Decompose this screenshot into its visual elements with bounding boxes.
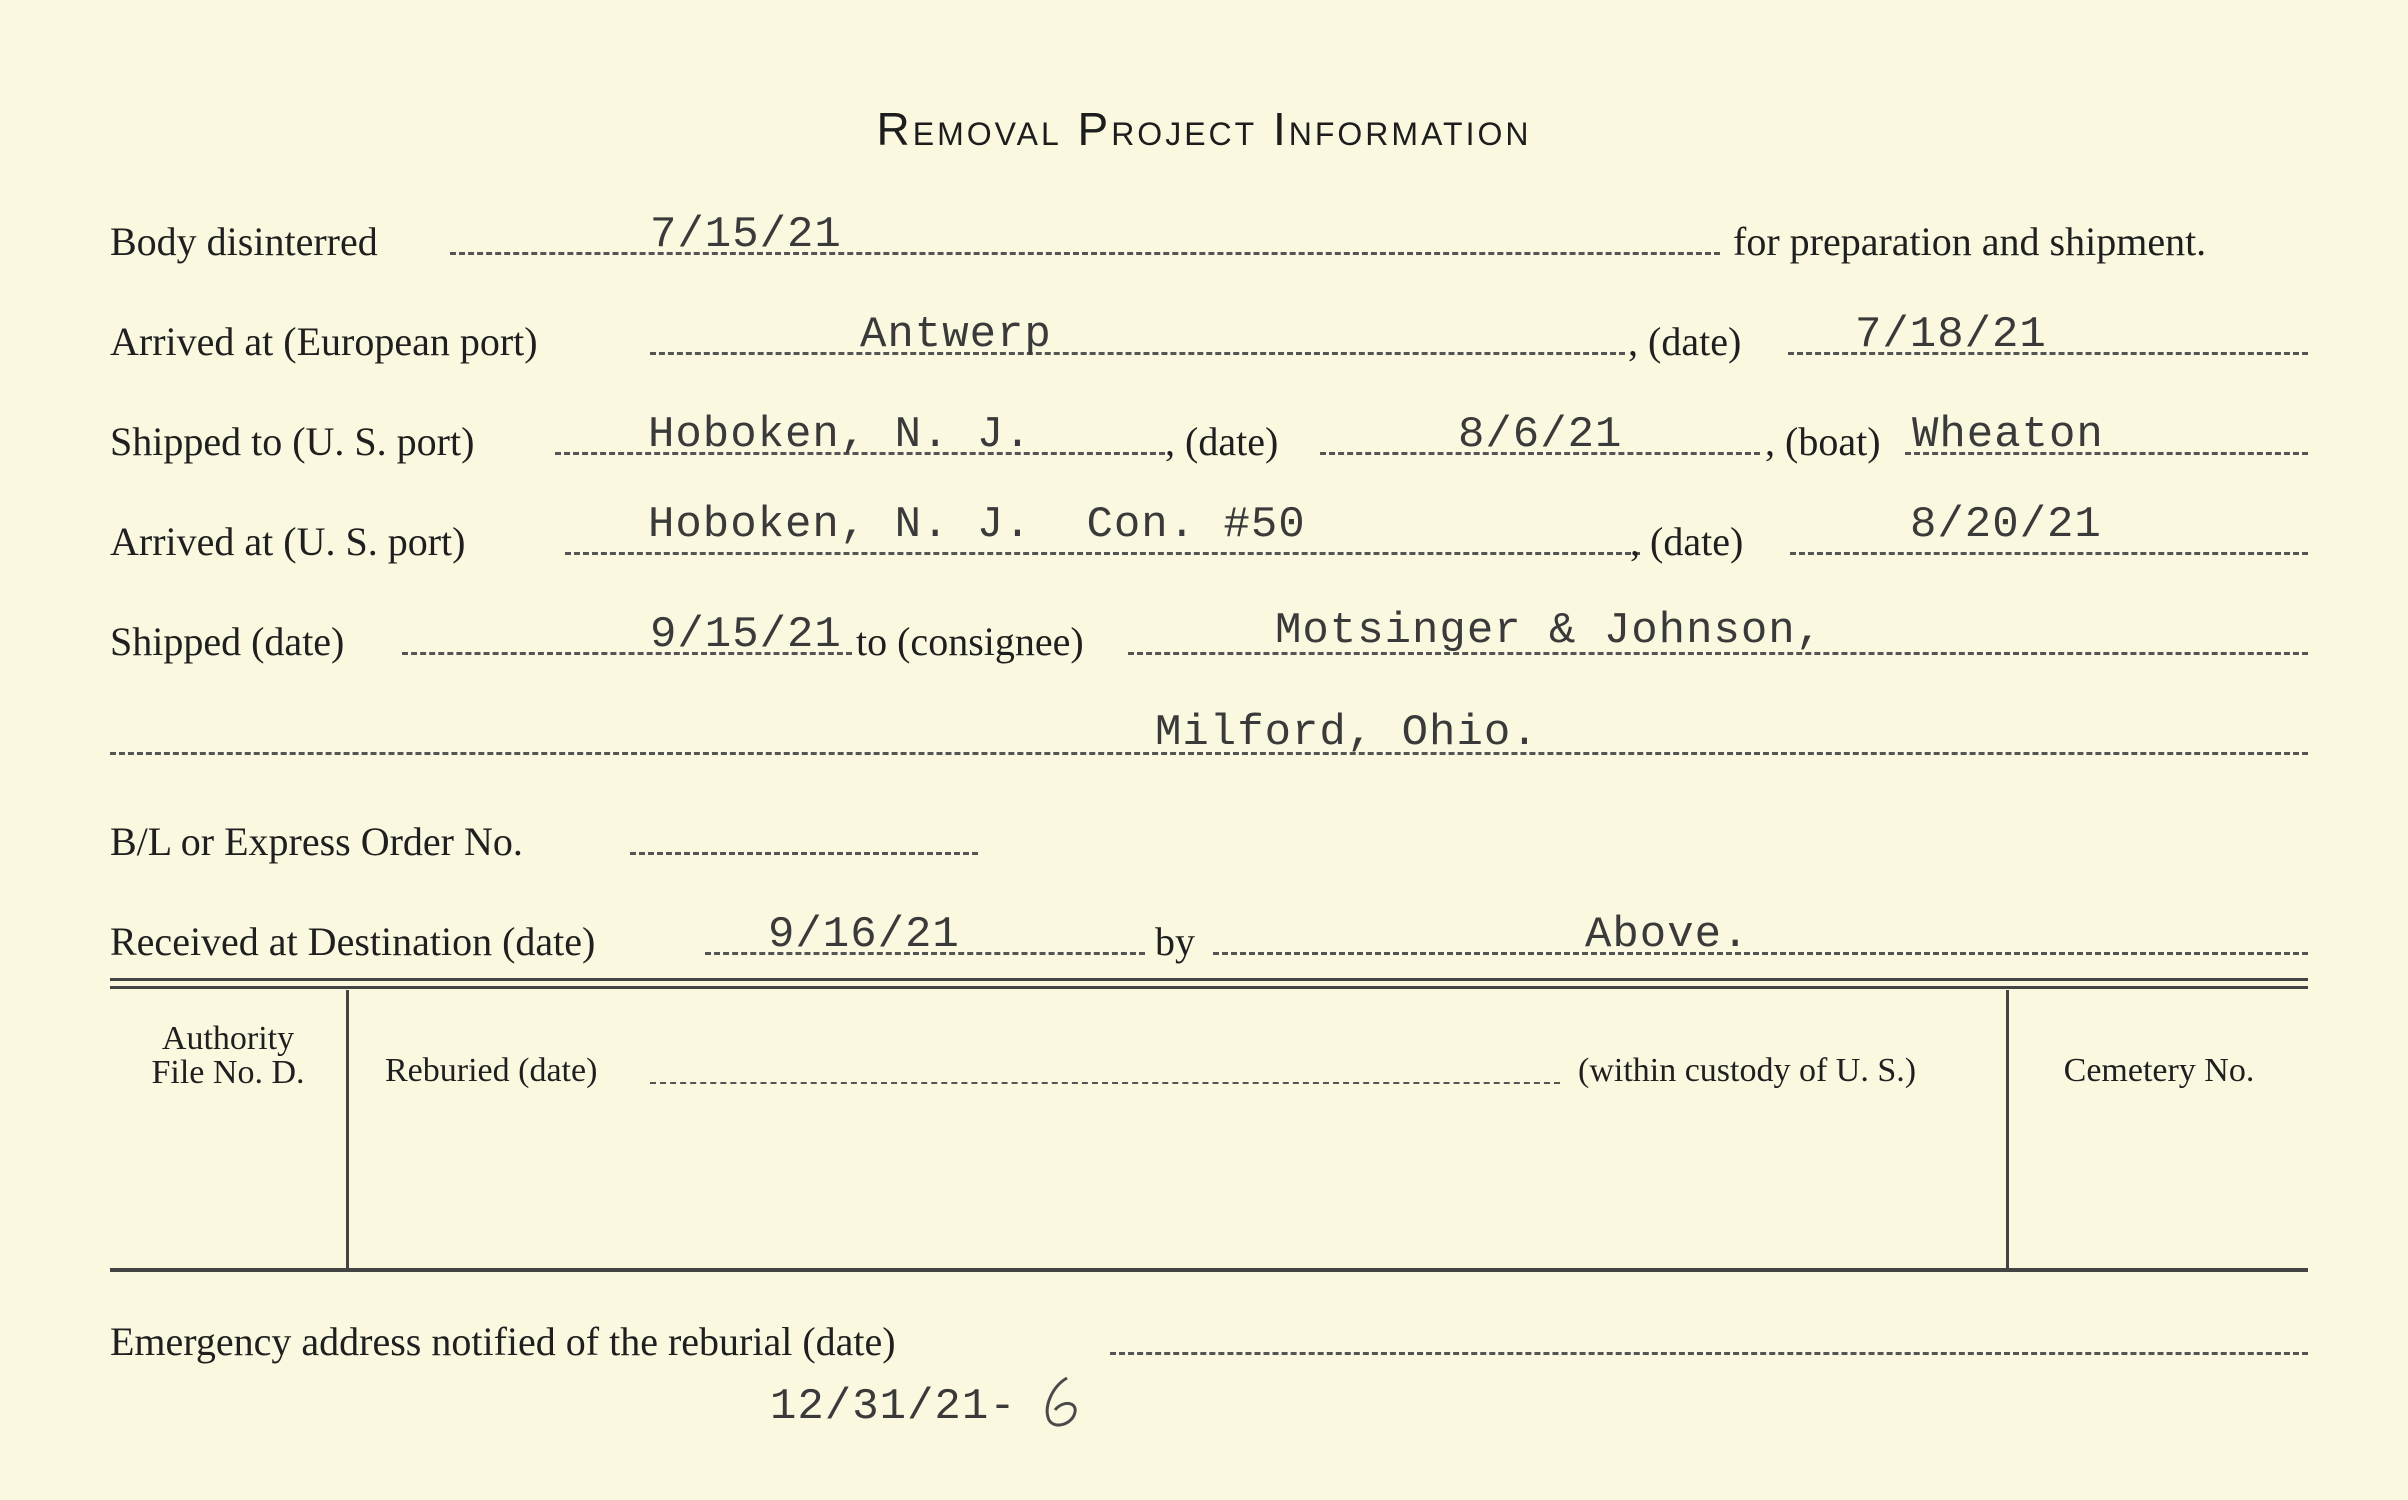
bl-express-order-label: B/L or Express Order No. <box>110 819 523 864</box>
arrived-european-date-label: , (date) <box>1628 319 1742 364</box>
handwritten-initial-mark <box>1035 1372 1085 1432</box>
table-divider-right <box>2006 990 2009 1268</box>
shipped-us-boat-label: , (boat) <box>1765 419 1881 464</box>
shipped-us-port-value: Hoboken, N. J. <box>648 410 1032 460</box>
shipped-date-value: 9/15/21 <box>650 610 842 660</box>
arrived-us-date-line <box>1790 552 2308 555</box>
table-top-rule-2 <box>110 986 2308 989</box>
arrived-us-date-value: 8/20/21 <box>1910 500 2102 550</box>
shipped-us-boat-value: Wheaton <box>1912 410 2104 460</box>
shipped-date-label: Shipped (date) <box>110 619 345 664</box>
arrived-us-port-label: Arrived at (U. S. port) <box>110 519 466 564</box>
table-divider-left <box>346 990 349 1268</box>
consignee-value: Motsinger & Johnson, <box>1275 606 1824 656</box>
shipped-us-date-label: , (date) <box>1165 419 1279 464</box>
body-disinterred-label: Body disinterred <box>110 219 378 264</box>
consignee-address-value: Milford, Ohio. <box>1155 708 1539 758</box>
received-date-value: 9/16/21 <box>768 910 960 960</box>
cemetery-number-label: Cemetery No. <box>2063 1052 2255 1089</box>
body-disinterred-suffix: for preparation and shipment. <box>1733 219 2207 264</box>
arrived-european-port-line <box>650 352 1625 355</box>
emergency-address-value: 12/31/21- <box>770 1382 1017 1432</box>
arrived-european-port-label: Arrived at (European port) <box>110 319 538 364</box>
emergency-address-line <box>1110 1352 2308 1355</box>
arrived-us-date-label: , (date) <box>1630 519 1744 564</box>
bl-express-order-line <box>630 852 978 855</box>
custody-label: (within custody of U. S.) <box>1578 1052 1917 1089</box>
authority-label-line1: Authority <box>161 1020 295 1057</box>
received-by-line <box>1213 952 2308 955</box>
page-title: Removal Project Information <box>876 103 1532 155</box>
shipped-us-port-label: Shipped to (U. S. port) <box>110 419 475 464</box>
reburied-date-line <box>650 1082 1560 1084</box>
body-disinterred-line <box>450 252 1720 255</box>
table-bottom-rule <box>110 1268 2308 1272</box>
authority-label-line2: File No. D. <box>151 1054 305 1091</box>
body-disinterred-value: 7/15/21 <box>650 210 842 260</box>
arrived-european-port-value: Antwerp <box>860 310 1052 360</box>
received-by-label: by <box>1155 919 1195 964</box>
table-top-rule <box>110 978 2308 981</box>
arrived-us-port-value: Hoboken, N. J. Con. #50 <box>648 500 1306 550</box>
consignee-label: to (consignee) <box>856 619 1084 664</box>
received-date-label: Received at Destination (date) <box>110 919 596 964</box>
received-by-value: Above. <box>1585 910 1750 960</box>
arrived-us-port-line <box>565 552 1640 555</box>
emergency-address-label: Emergency address notified of the reburial (date) <box>110 1319 896 1364</box>
reburied-date-label: Reburied (date) <box>385 1052 598 1089</box>
arrived-european-date-value: 7/18/21 <box>1855 310 2047 360</box>
shipped-us-date-value: 8/6/21 <box>1458 410 1623 460</box>
